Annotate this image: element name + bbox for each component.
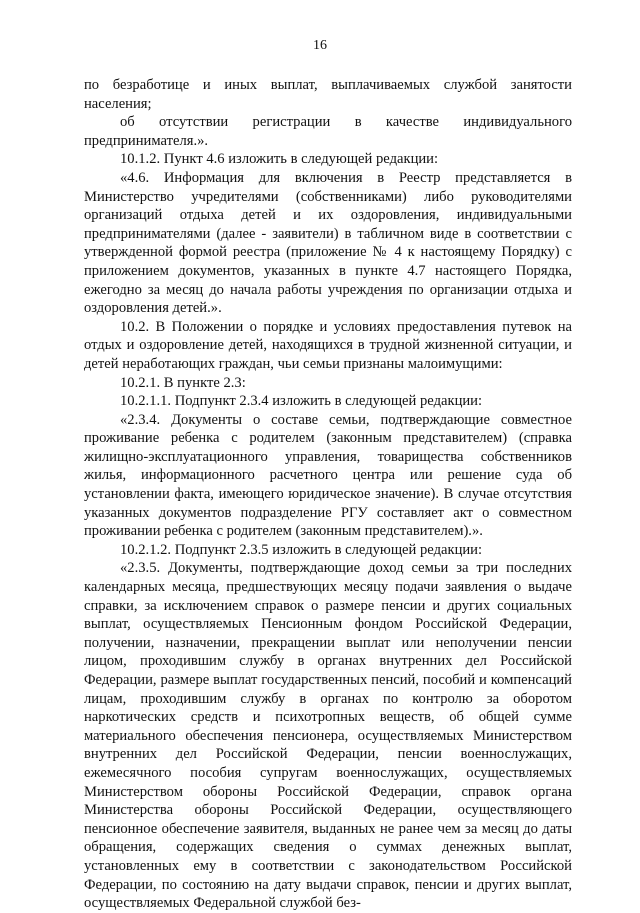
paragraph-10-2-1-1: 10.2.1.1. Подпункт 2.3.4 изложить в следующей редакции: — [120, 393, 483, 410]
paragraph-4-6: «4.6. Информация для включения в Реестр представляется в Министерство учредителями (собственниками) либо руководителями организаций отдыха детей и их оздоровления, индивидуальными предпринимателями (далее - заявители) в табличном виде в соответствии с утвержденной формой реестра (приложение № 4 к настоящему Порядку) с приложением документов, указанных в пункте 4.7 настоящего Порядка, ежегодно за месяц до начала работы учреждения по организации отдыха и оздоровления детей.». — [84, 169, 572, 317]
document-body — [84, 76, 572, 913]
paragraph-2-3-5: «2.3.5. Документы, подтверждающие доход семьи за три последних календарных месяца, предшествующих месяцу подачи заявления о выдаче справки, за исключением справок о размере пенсии и других социальных выплат, осуществляемых Пенсионным фондом Российской Федерации, получении, назначении, прекращении выплат или неполучении пенсии лицом, проходившим службу в органах внутренних дел Российской Федерации, размере выплат государственных пенсий, пособий и компенсаций лицам, проходившим службу в органах по контролю за оборотом наркотических средств и психотропных веществ, об общей сумме материального обеспечения пенсионера, осуществляемых Министерством внутренних дел Российской Федерации, пенсии военнослужащих, ежемесячного пособия супругам военнослужащих, осуществляемых Министерством обороны Российской Федерации, справок органа Министерства обороны Российской Федерации, осуществляющего пенсионное обеспечение заявителя, выданных не ранее чем за месяц до даты обращения, содержащих сведения о суммах денежных выплат, установленных ему в соответствии с законодательством Российской Федерации, по состоянию на дату выдачи справок, пенсии и других выплат, осуществляемых Федеральной службой без- — [84, 560, 572, 912]
paragraph-10-2-1-2: 10.2.1.2. Подпункт 2.3.5 изложить в следующей редакции: — [120, 541, 483, 558]
paragraph-2-3-4: «2.3.4. Документы о составе семьи, подтверждающие совместное проживание ребенка с родителем (законным представителем) (справка жилищно-эксплуатационного управления, товарищества собственников жилья, информационного расчетного центра или решение суда об установлении факта, имеющего юридическое значение). В случае отсутствия указанных документов подразделение РГУ составляет акт о совместном проживании ребенка с родителем (законным представителем).». — [84, 411, 572, 540]
paragraph-10-2: 10.2. В Положении о порядке и условиях предоставления путевок на отдых и оздоровление детей, находящихся в трудной жизненной ситуации, и детей неработающих граждан, чьи семьи признаны малоимущими: — [84, 318, 572, 372]
paragraph-10-2-1: 10.2.1. В пункте 2.3: — [120, 374, 246, 391]
paragraph-10-1-2: 10.1.2. Пункт 4.6 изложить в следующей редакции: — [120, 151, 439, 168]
paragraph-continuation: по безработице и иных выплат, выплачиваемых службой занятости населения; — [84, 77, 572, 112]
page-number: 16 — [313, 38, 327, 53]
paragraph-registration: об отсутствии регистрации в качестве индивидуального предпринимателя.». — [84, 114, 572, 149]
